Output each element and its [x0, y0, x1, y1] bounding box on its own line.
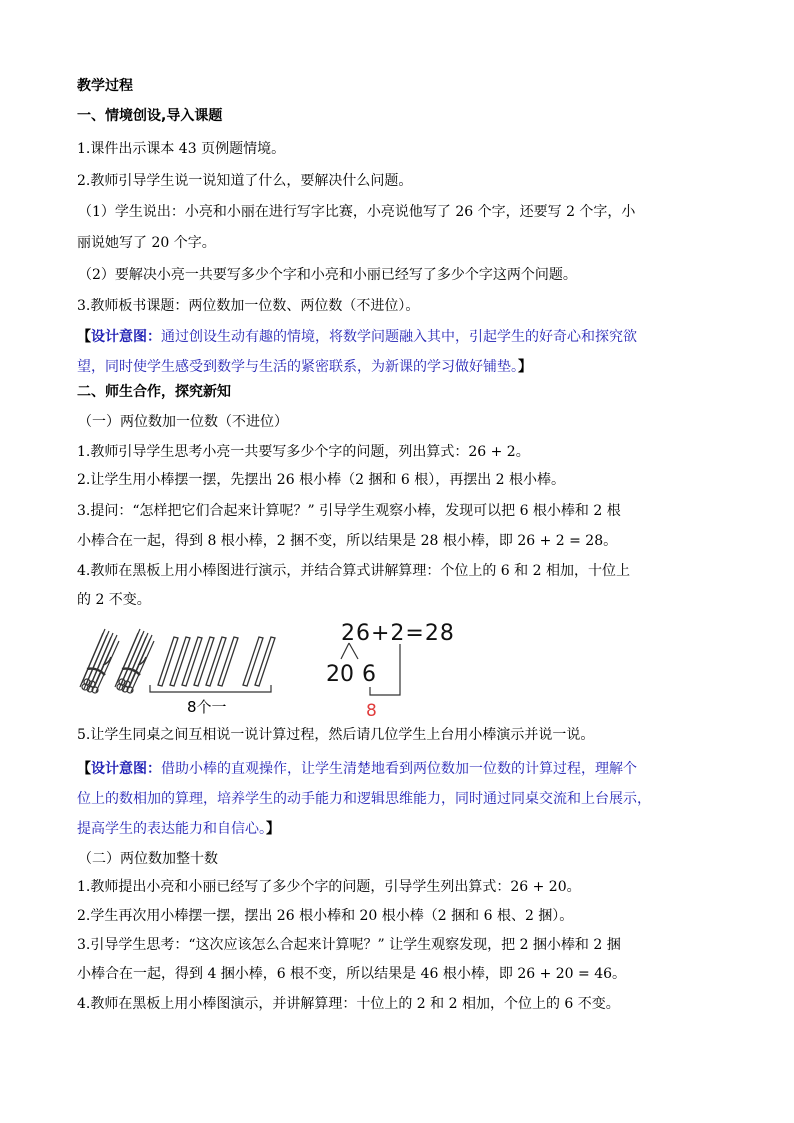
design-intent-note: [77, 327, 637, 347]
equation: 26+2=28: [341, 621, 455, 646]
paragraph: 3.引导学生思考：“这次应该怎么合起来计算呢？” 让学生观察发现，把 2 捆小棒和 2 捆: [77, 937, 621, 953]
note-text: 望，同时使学生感受到数学与生活的紧密联系，为新课的学习做好铺垫。: [77, 359, 518, 375]
stick-bundle-1: [80, 629, 119, 693]
note-text: 借助小棒的直观操作，让学生清楚地看到两位数加一位数的计算过程，理解个: [161, 761, 637, 777]
paragraph: 丽说她写了 20 个字。: [77, 235, 216, 251]
section-2-heading: 二、师生合作，探究新知: [77, 384, 231, 400]
paragraph: 4.教师在黑板上用小棒图演示，并讲解算理：十位上的 2 和 2 相加，个位上的 6 不变。: [77, 996, 620, 1012]
paragraph: （1）学生说出：小亮和小丽在进行写字比赛，小亮说他写了 26 个字，还要写 2 个字，小: [78, 204, 636, 220]
paragraph: 的 2 不变。: [77, 592, 151, 608]
subsection-heading: （二）两位数加整十数: [78, 851, 218, 867]
paragraph: 1.课件出示课本 43 页例题情境。: [77, 141, 286, 157]
paragraph: 1.教师引导学生思考小亮一共要写多少个字的问题，列出算式：26 + 2。: [77, 444, 530, 460]
subsection-heading: （一）两位数加一位数（不进位）: [78, 414, 288, 430]
paragraph: 2.让学生用小棒摆一摆，先摆出 26 根小棒（2 捆和 6 根），再摆出 2 根小棒。: [77, 472, 566, 488]
paragraph: 小棒合在一起，得到 8 根小棒，2 捆不变，所以结果是 28 根小棒，即 26 + 2 = 28。: [77, 533, 618, 549]
design-intent-note-cont: [77, 819, 280, 839]
paragraph: 3.提问：“怎样把它们合起来计算呢？” 引导学生观察小棒，发现可以把 6 根小棒和 2 根: [77, 503, 621, 519]
doc-title: 教学过程: [77, 78, 133, 94]
paragraph: 1.教师提出小亮和小丽已经写了多少个字的问题，引导学生列出算式：26 + 20。: [77, 879, 581, 895]
result-digit: 8: [366, 701, 377, 720]
paragraph: 小棒合在一起，得到 4 捆小棒，6 根不变，所以结果是 46 根小棒，即 26 + 20 = 46。: [77, 966, 627, 982]
sticks-figure: [75, 615, 495, 720]
note-label: 设计意图：: [91, 329, 161, 345]
paragraph: 2.学生再次用小棒摆一摆，摆出 26 根小棒和 20 根小棒（2 捆和 6 根、2 捆）。: [77, 908, 574, 924]
section-1-heading: 一、情境创设,导入课题: [77, 108, 223, 124]
note-text: 提高学生的表达能力和自信心。: [77, 821, 266, 837]
loose-sticks: [158, 637, 238, 686]
paragraph: 2.教师引导学生说一说知道了什么，要解决什么问题。: [77, 173, 413, 189]
note-close-bracket: 】: [518, 359, 532, 375]
note-label: 设计意图：: [91, 761, 161, 777]
note-text: 位上的数相加的算理，培养学生的动手能力和逻辑思维能力，同时通过同桌交流和上台展示，: [77, 791, 651, 807]
stick-bundle-2: [115, 629, 154, 693]
design-intent-note: [77, 759, 637, 779]
added-sticks: [243, 637, 275, 686]
split-ones: 6: [362, 662, 376, 687]
design-intent-note-cont: [77, 789, 651, 809]
note-text: 通过创设生动有趣的情境，将数学问题融入其中，引起学生的好奇心和探究欲: [161, 329, 637, 345]
design-intent-note-cont: [77, 357, 532, 377]
note-open-bracket: 【: [77, 329, 91, 345]
paragraph: （2）要解决小亮一共要写多少个字和小亮和小丽已经写了多少个字这两个问题。: [78, 267, 577, 283]
note-close-bracket: 】: [266, 821, 280, 837]
paragraph: 5.让学生同桌之间互相说一说计算过程，然后请几位学生上台用小棒演示并说一说。: [77, 727, 595, 743]
note-open-bracket: 【: [77, 761, 91, 777]
split-tens: 20: [326, 662, 354, 687]
paragraph: 3.教师板书课题：两位数加一位数、两位数（不进位）。: [77, 298, 420, 314]
paragraph: 4.教师在黑板上用小棒图进行演示，并结合算式讲解算理：个位上的 6 和 2 相加，十位上: [77, 563, 630, 579]
count-label: 8个一: [187, 698, 227, 716]
